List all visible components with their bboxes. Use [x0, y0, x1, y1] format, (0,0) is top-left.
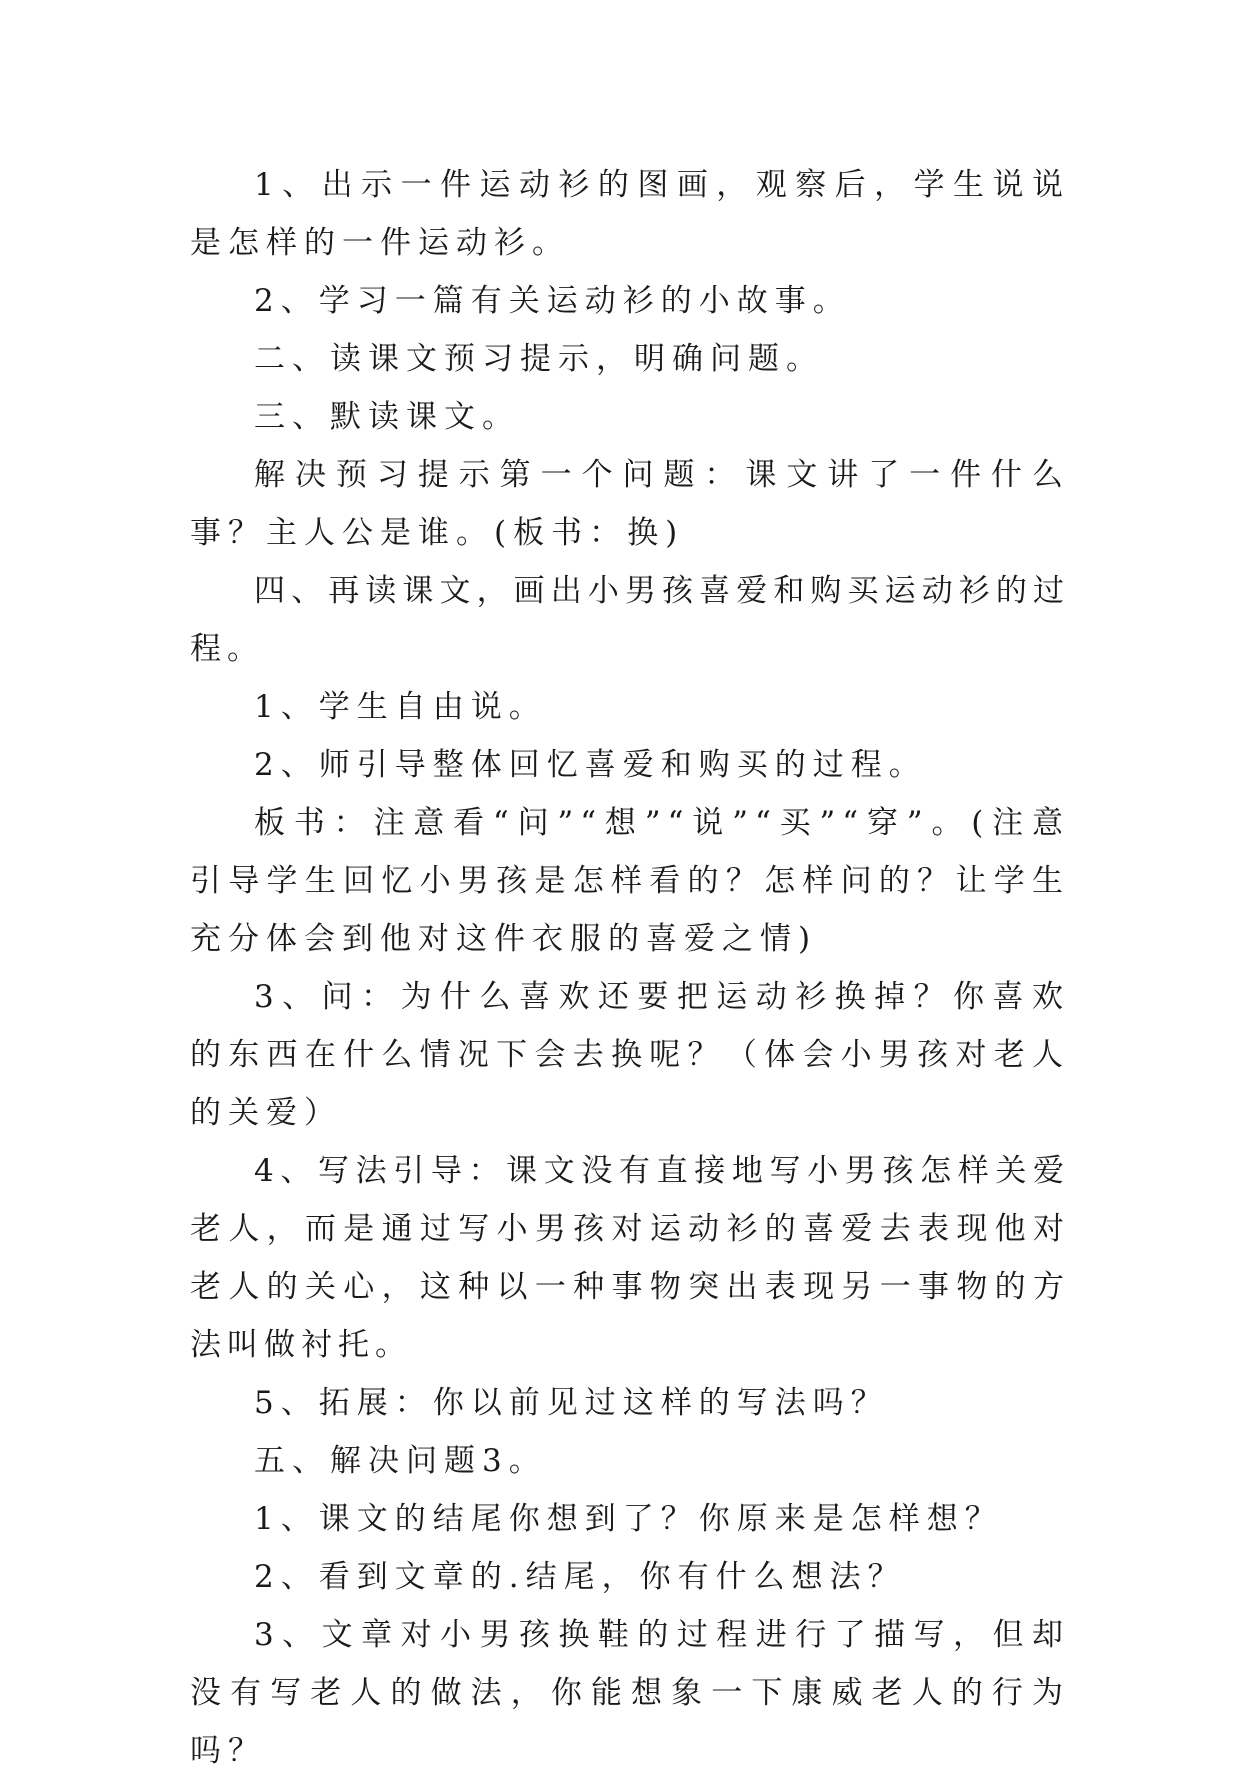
paragraph-14: 1、课文的结尾你想到了？你原来是怎样想？ — [254, 1501, 1003, 1537]
document-body — [190, 156, 1070, 1780]
paragraph-4: 三、默读课文。 — [254, 399, 520, 435]
paragraph-2: 2、学习一篇有关运动衫的小故事。 — [254, 283, 851, 319]
paragraph-8: 2、师引导整体回忆喜爱和购买的过程。 — [254, 747, 927, 783]
paragraph-7: 1、学生自由说。 — [254, 689, 547, 725]
paragraph-11: 4、写法引导：课文没有直接地写小男孩怎样关爱老人，而是通过写小男孩对运动衫的喜爱去表现他对老人的关心，这种以一种事物突出表现另一事物的方法叫做衬托。 — [190, 1153, 1070, 1363]
paragraph-12: 5、拓展：你以前见过这样的写法吗？ — [254, 1385, 889, 1421]
paragraph-1: 1、出示一件运动衫的图画，观察后，学生说说是怎样的一件运动衫。 — [190, 167, 1070, 261]
paragraph-5: 解决预习提示第一个问题：课文讲了一件什么事？主人公是谁。(板书：换) — [190, 457, 1070, 551]
paragraph-3: 二、读课文预习提示，明确问题。 — [254, 341, 824, 377]
paragraph-10: 3、问：为什么喜欢还要把运动衫换掉？你喜欢的东西在什么情况下会去换呢？（体会小男孩对老人的关爱） — [190, 979, 1070, 1131]
paragraph-6: 四、再读课文，画出小男孩喜爱和购买运动衫的过程。 — [190, 573, 1070, 667]
paragraph-13: 五、解决问题3。 — [254, 1443, 547, 1479]
paragraph-15: 2、看到文章的.结尾，你有什么想法？ — [254, 1559, 906, 1595]
paragraph-9: 板书：注意看“问”“想”“说”“买”“穿”。(注意引导学生回忆小男孩是怎样看的？怎样问的？让学生充分体会到他对这件衣服的喜爱之情) — [190, 805, 1070, 957]
paragraph-16: 3、文章对小男孩换鞋的过程进行了描写，但却没有写老人的做法，你能想象一下康威老人的行为吗？ — [190, 1617, 1070, 1769]
